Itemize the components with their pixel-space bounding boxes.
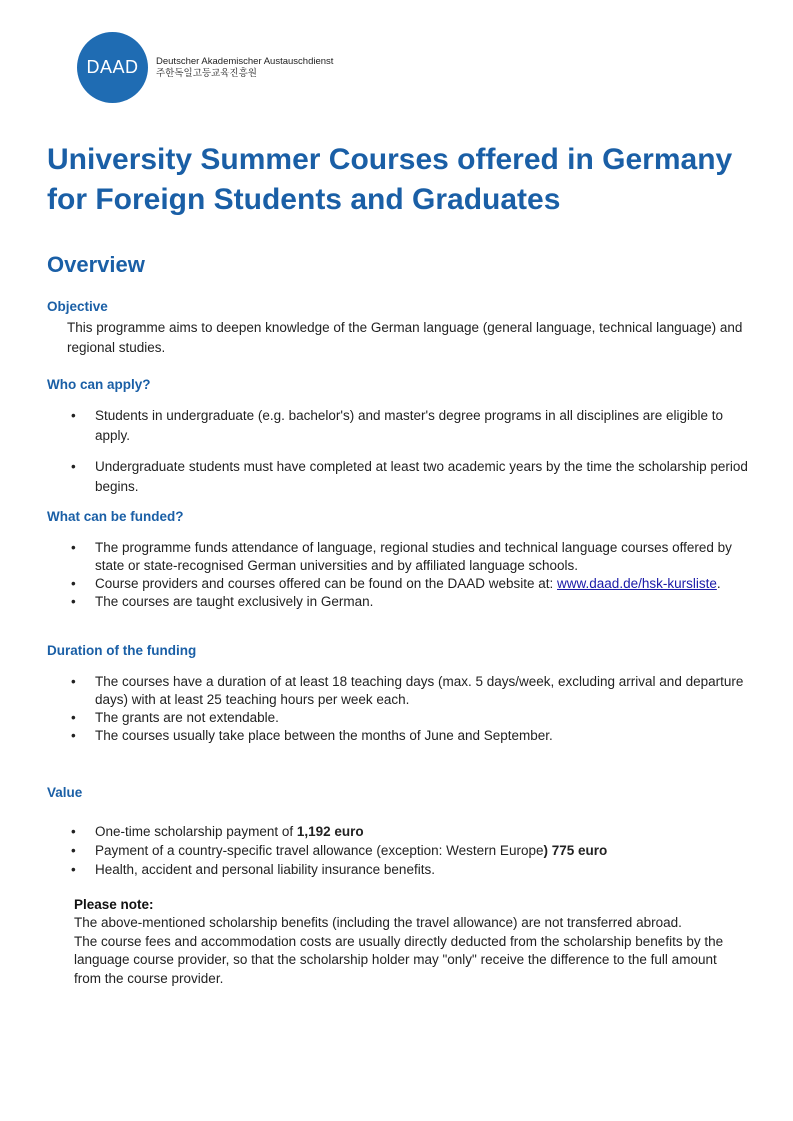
who-can-apply-heading: Who can apply? bbox=[47, 377, 151, 392]
list-item: • The courses usually take place between the months of June and September. bbox=[95, 727, 757, 745]
please-note-body bbox=[74, 914, 744, 988]
org-name-german: Deutscher Akademischer Austauschdienst bbox=[156, 56, 334, 67]
value-heading: Value bbox=[47, 785, 83, 800]
kursliste-link[interactable]: www.daad.de/hsk-kursliste bbox=[557, 576, 717, 591]
travel-allowance-text: Payment of a country-specific travel allowance (exception: Western Europe bbox=[95, 843, 544, 858]
value-list bbox=[95, 822, 757, 879]
objective-heading: Objective bbox=[47, 299, 108, 314]
page-title: University Summer Courses offered in Germany for Foreign Students and Graduates bbox=[47, 143, 733, 216]
note-line-1: The above-mentioned scholarship benefits (including the travel allowance) are not transferred abroad. bbox=[74, 915, 682, 930]
scholarship-payment-text: One-time scholarship payment of bbox=[95, 824, 297, 839]
website-prefix-text: Course providers and courses offered can be found on the DAAD website at: bbox=[95, 576, 558, 591]
list-item: • The courses have a duration of at least 18 teaching days (max. 5 days/week, excluding arrival and departure days) with at least 25 teaching hours per week each. bbox=[95, 673, 757, 709]
logo-text: DAAD bbox=[86, 57, 139, 77]
list-item: • Undergraduate students must have completed at least two academic years by the time the scholarship period begins. bbox=[95, 457, 757, 497]
org-name-korean: 주한독일고등교육진흥원 bbox=[156, 68, 257, 79]
overview-heading: Overview bbox=[47, 252, 145, 277]
note-line-2: The course fees and accommodation costs are usually directly deducted from the scholarship benefits by the language course provider, so that the scholarship holder may "only" receive the difference to the full amount from the course provider. bbox=[74, 933, 724, 986]
scholarship-amount: 1,192 euro bbox=[296, 824, 364, 839]
travel-allowance-amount: ) 775 euro bbox=[543, 843, 608, 858]
what-can-be-funded-list bbox=[95, 539, 757, 611]
who-can-apply-list bbox=[95, 406, 757, 497]
please-note-heading: Please note: bbox=[74, 897, 154, 912]
list-item bbox=[95, 575, 757, 593]
list-item: • Health, accident and personal liability insurance benefits. bbox=[95, 860, 757, 879]
list-item bbox=[95, 841, 757, 860]
organization-name bbox=[156, 56, 333, 80]
duration-list bbox=[95, 673, 757, 745]
website-suffix-text: . bbox=[716, 576, 721, 591]
objective-text: This programme aims to deepen knowledge of the German language (general language, technical language) and regional studies. bbox=[67, 320, 743, 355]
duration-heading: Duration of the funding bbox=[47, 643, 197, 658]
list-item: • Students in undergraduate (e.g. bachelor's) and master's degree programs in all disciplines are eligible to apply. bbox=[95, 406, 757, 446]
what-can-be-funded-heading: What can be funded? bbox=[47, 509, 184, 524]
list-item: • The grants are not extendable. bbox=[95, 709, 757, 727]
list-item: • The programme funds attendance of language, regional studies and technical language courses offered by state or state-recognised German universities and by affiliated language schools. bbox=[95, 539, 757, 575]
daad-logo bbox=[77, 32, 148, 103]
list-item bbox=[95, 822, 757, 841]
list-item: • The courses are taught exclusively in German. bbox=[95, 593, 757, 611]
